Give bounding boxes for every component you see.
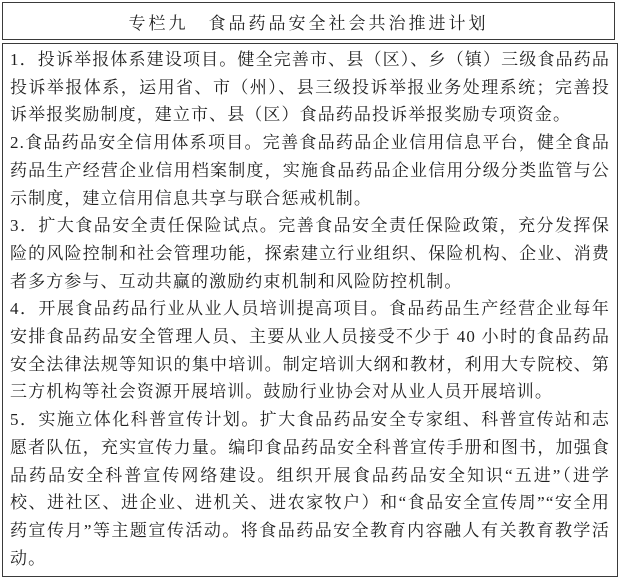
panel-title: 专栏九 食品药品安全社会共治推进计划 [128,13,489,33]
panel-title-box [2,2,615,40]
panel-body [2,43,618,577]
plan-item-2: 2.食品药品安全信用体系项目。完善食品药品企业信用信息平台，健全食品药品生产经营企业信用档案制度，实施食品药品企业信用分级分类监管与公示制度，建立信用信息共享与联合惩戒机制。 [10,133,610,208]
plan-item-1: 1．投诉举报体系建设项目。健全完善市、县（区）、乡（镇）三级食品药品投诉举报体系，运用省、市（州）、县三级投诉举报业务处理系统；完善投诉举报奖励制度，建立市、县（区）食品药品投诉举报奖励专项资金。 [10,50,610,125]
plan-item-3: 3．扩大食品安全责任保险试点。完善食品安全责任保险政策，充分发挥保险的风险控制和社会管理功能，探索建立行业组织、保险机构、企业、消费者多方参与、互动共赢的激励约束机制和风险防控机制。 [10,216,610,291]
plan-item-5: 5．实施立体化科普宣传计划。扩大食品药品安全专家组、科普宣传站和志愿者队伍，充实宣传力量。编印食品药品安全科普宣传手册和图书，加强食品药品安全科普宣传网络建设。组织开展食品药品安全知识“五进”（进学校、进社区、进企业、进机关、进农家牧户）和“食品安全宣传周”“安全用药宣传月”等主题宣传活动。将食品药品安全教育内容融人有关教育教学活动。 [10,410,610,568]
plan-item-4: 4．开展食品药品行业从业人员培训提高项目。食品药品生产经营企业每年安排食品药品安全管理人员、主要从业人员接受不少于 40 小时的食品药品安全法律法规等知识的集中培训。制定培训大纲和教材，利用大专院校、第三方机构等社会资源开展培训。鼓励行业协会对从业人员开展培训。 [10,299,610,402]
